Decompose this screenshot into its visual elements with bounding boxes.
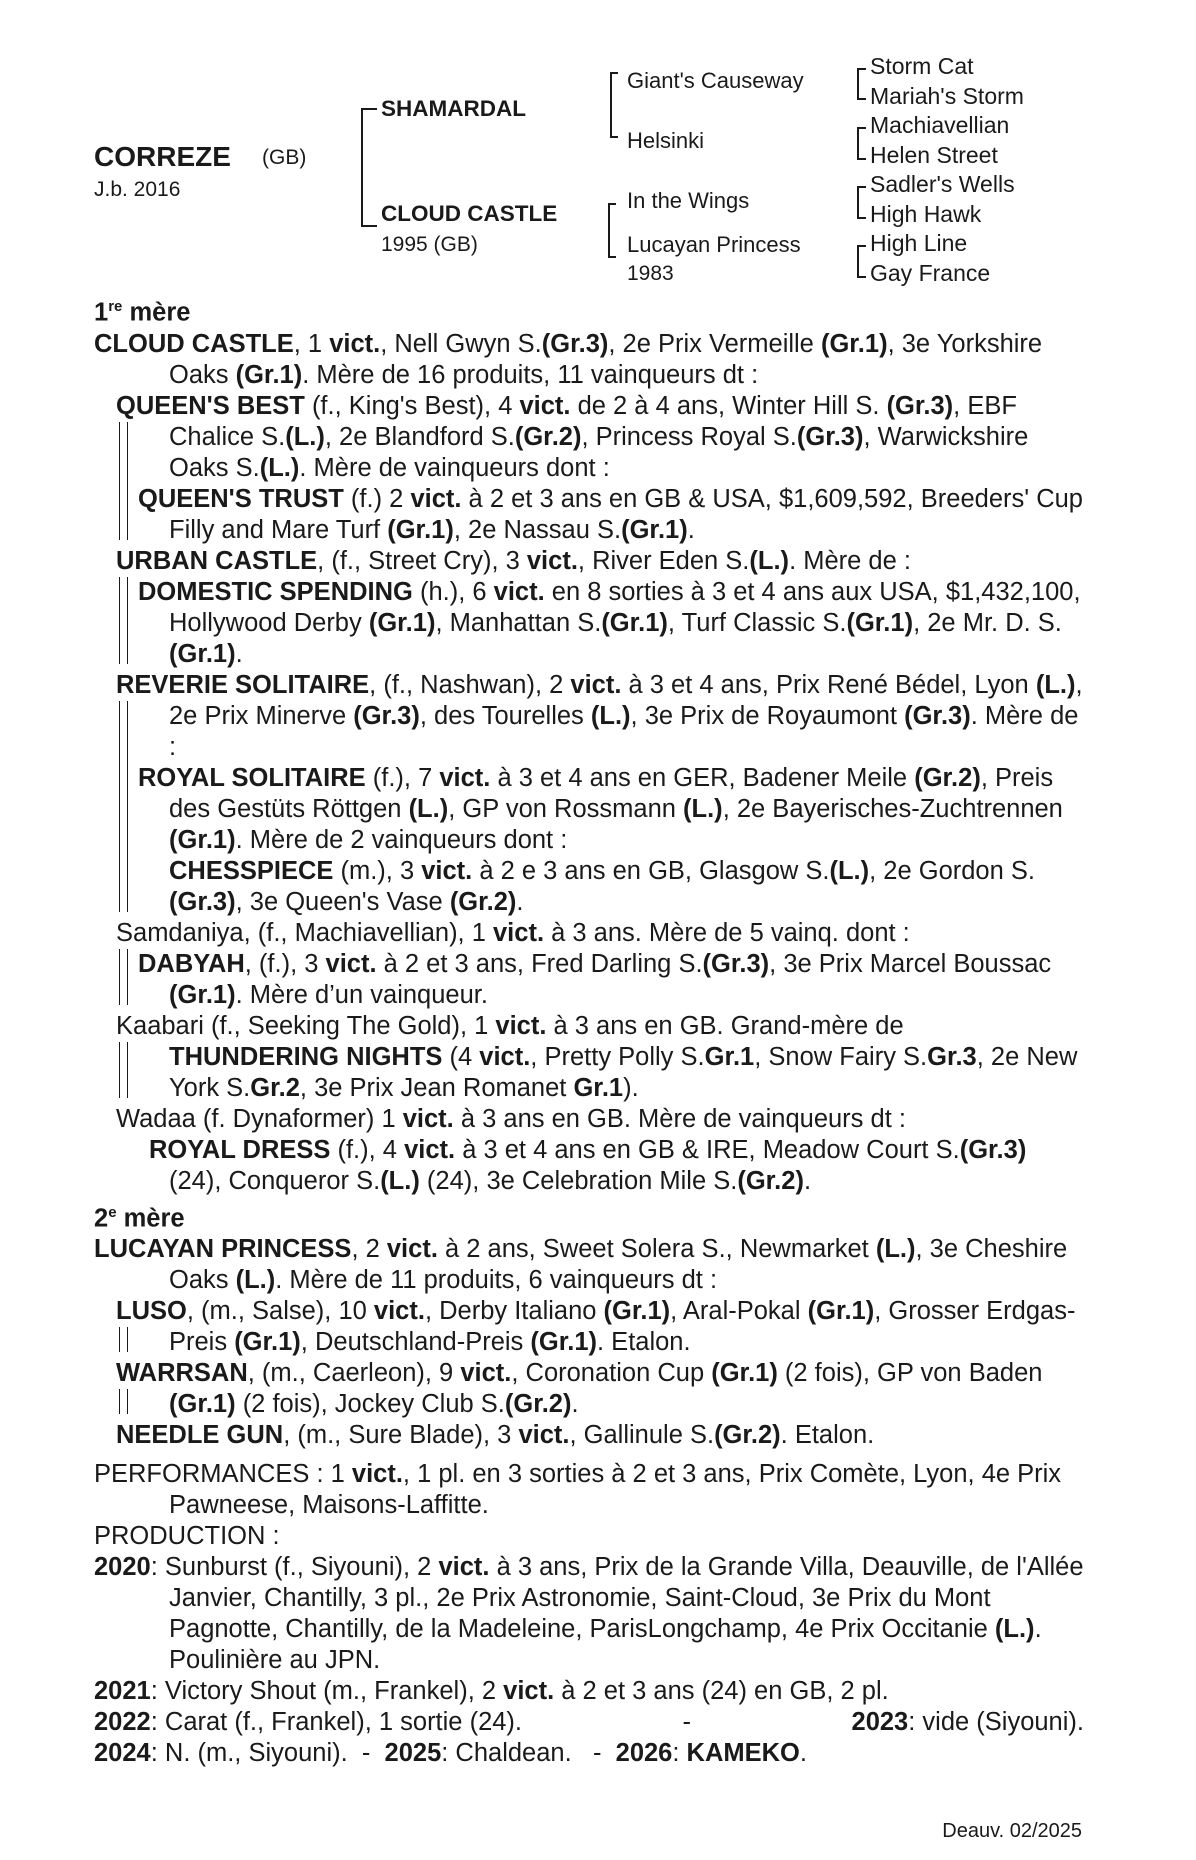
produce-warrsan — [94, 1358, 1084, 1420]
horse-name: CORREZE — [94, 141, 231, 172]
list-item: QUEEN'S BEST (f., King's Best), 4 vict. de 2 à 4 ans, Winter Hill S. (Gr.3), EBF Chalice S.(L.), 2e Blandford S.(Gr.2), Princess Royal S.(Gr.3), Warwickshire Oaks S.(L.). Mère de vainqueurs dont : — [116, 391, 1029, 482]
production-2024-2026: 2024: N. (m., Siyouni). - 2025: Chaldean. - 2026: KAMEKO. — [94, 1739, 807, 1767]
production-2021: 2021: Victory Shout (m., Frankel), 2 vict. à 2 et 3 ans (24) en GB, 2 pl. — [94, 1677, 889, 1705]
grandsire-3: In the Wings — [627, 188, 750, 213]
list-item: DABYAH, (f.), 3 vict. à 2 et 3 ans, Fred Darling S.(Gr.3), 3e Prix Marcel Boussac (Gr.1). Mère d’un vainqueur. — [138, 949, 1052, 1009]
great-grandsire-2: Mariah's Storm — [870, 83, 1024, 109]
grandsire-1: Giant's Causeway — [627, 68, 804, 93]
list-item: Kaabari (f., Seeking The Gold), 1 vict. à 3 ans en GB. Grand-mère de — [116, 1011, 904, 1040]
grandsire-4-year: 1983 — [627, 262, 674, 285]
production-2020: 2020: Sunburst (f., Siyouni), 2 vict. à 3 ans, Prix de la Grande Villa, Deauville, de l'Allée Janvier, Chantilly, 3 pl., 2e Prix Astronomie, Saint-Cloud, 3e Prix du Mont Pagnotte, Chantilly, de la Madeleine, ParisLongchamp, 4e Prix Occitanie (L.). Poulinière au JPN. — [94, 1553, 1084, 1674]
list-item: Wadaa (f. Dynaformer) 1 vict. à 3 ans en GB. Mère de vainqueurs dt : — [116, 1104, 906, 1133]
produce-reverie-solitaire — [94, 670, 1084, 918]
list-item: Samdaniya, (f., Machiavellian), 1 vict. à 3 ans. Mère de 5 vainq. dont : — [116, 918, 910, 947]
list-item: ROYAL SOLITAIRE (f.), 7 vict. à 3 et 4 ans en GER, Badener Meile (Gr.2), Preis des Gestüts Röttgen (L.), GP von Rossmann (L.), 2e Bayerisches-Zuchtrennen (Gr.1). Mère de 2 vainqueurs dont : — [138, 763, 1063, 854]
great-grandsire-4: Helen Street — [870, 142, 998, 168]
second-dam-entry: LUCAYAN PRINCESS, 2 vict. à 2 ans, Sweet Solera S., Newmarket (L.), 3e Cheshire Oaks (L.). Mère de 11 produits, 6 vainqueurs dt : — [94, 1235, 1068, 1294]
catalogue-body — [94, 291, 1084, 1769]
dam-name: CLOUD CASTLE — [381, 201, 558, 226]
production-label: PRODUCTION : — [94, 1522, 280, 1550]
grandsire-2: Helsinki — [627, 128, 705, 153]
great-grandsire-1: Storm Cat — [870, 53, 974, 79]
second-dam-heading: 2e mère — [94, 1203, 185, 1232]
produce-samdaniya — [94, 918, 1084, 1011]
list-item: THUNDERING NIGHTS (4 vict., Pretty Polly S.Gr.1, Snow Fairy S.Gr.3, 2e New York S.Gr.2, 3e Prix Jean Romanet Gr.1). — [169, 1042, 1078, 1102]
great-grandsire-7: High Line — [870, 230, 968, 256]
produce-needle-gun: NEEDLE GUN, (m., Sure Blade), 3 vict., Gallinule S.(Gr.2). Etalon. — [116, 1421, 875, 1449]
produce-wadaa — [94, 1104, 1084, 1197]
dam-info: 1995 (GB) — [381, 233, 478, 256]
great-grandsire-8: Gay France — [870, 260, 991, 286]
great-grandsire-6: High Hawk — [870, 201, 982, 227]
grandsire-4: Lucayan Princess — [627, 232, 801, 257]
footer-code: Deauv. 02/2025 — [942, 1820, 1082, 1842]
list-item: DOMESTIC SPENDING (h.), 6 vict. en 8 sorties à 3 et 4 ans aux USA, $1,432,100, Hollywood Derby (Gr.1), Manhattan S.(Gr.1), Turf Classic S.(Gr.1), 2e Mr. D. S.(Gr.1). — [138, 577, 1081, 668]
great-grandsire-3: Machiavellian — [870, 112, 1010, 138]
produce-urban-castle — [94, 546, 1084, 670]
list-item: REVERIE SOLITAIRE, (f., Nashwan), 2 vict. à 3 et 4 ans, Prix René Bédel, Lyon (L.), 2e Prix Minerve (Gr.3), des Tourelles (L.), 3e Prix de Royaumont (Gr.3). Mère de : — [116, 670, 1083, 761]
list-item: WARRSAN, (m., Caerleon), 9 vict., Coronation Cup (Gr.1) (2 fois), GP von Baden (Gr.1) (2 fois), Jockey Club S.(Gr.2). — [116, 1359, 1043, 1418]
great-grandsire-5: Sadler's Wells — [870, 171, 1015, 197]
produce-queens-best — [94, 391, 1084, 546]
list-item: QUEEN'S TRUST (f.) 2 vict. à 2 et 3 ans en GB & USA, $1,609,592, Breeders' Cup Filly and Mare Turf (Gr.1), 2e Nassau S.(Gr.1). — [138, 484, 1083, 544]
horse-country: (GB) — [262, 146, 307, 169]
first-dam-heading: 1re mère — [94, 298, 191, 327]
list-item: URBAN CASTLE, (f., Street Cry), 3 vict., River Eden S.(L.). Mère de : — [116, 546, 911, 575]
production-2022-2023: 2022: Carat (f., Frankel), 1 sortie (24). - 2023: vide (Siyouni). — [94, 1708, 1084, 1736]
sire-name: SHAMARDAL — [381, 96, 526, 121]
list-item: ROYAL DRESS (f.), 4 vict. à 3 et 4 ans en GB & IRE, Meadow Court S.(Gr.3) (24), Conqueror S.(L.) (24), 3e Celebration Mile S.(Gr.2). — [149, 1135, 1027, 1195]
first-dam-entry: CLOUD CASTLE, 1 vict., Nell Gwyn S.(Gr.3), 2e Prix Vermeille (Gr.1), 3e Yorkshire Oaks (Gr.1). Mère de 16 produits, 11 vainqueurs dt : — [94, 329, 1043, 389]
horse-info: J.b. 2016 — [94, 178, 181, 201]
performances: PERFORMANCES : 1 vict., 1 pl. en 3 sorties à 2 et 3 ans, Prix Comète, Lyon, 4e Prix Pawneese, Maisons-Laffitte. — [94, 1460, 1062, 1519]
list-item: CHESSPIECE (m.), 3 vict. à 2 e 3 ans en GB, Glasgow S.(L.), 2e Gordon S.(Gr.3), 3e Queen's Vase (Gr.2). — [169, 856, 1035, 916]
produce-kaabari — [94, 1011, 1084, 1104]
produce-luso — [94, 1296, 1084, 1358]
list-item: LUSO, (m., Salse), 10 vict., Derby Italiano (Gr.1), Aral-Pokal (Gr.1), Grosser Erdgas-Preis (Gr.1), Deutschland-Preis (Gr.1). Etalon. — [116, 1297, 1076, 1356]
